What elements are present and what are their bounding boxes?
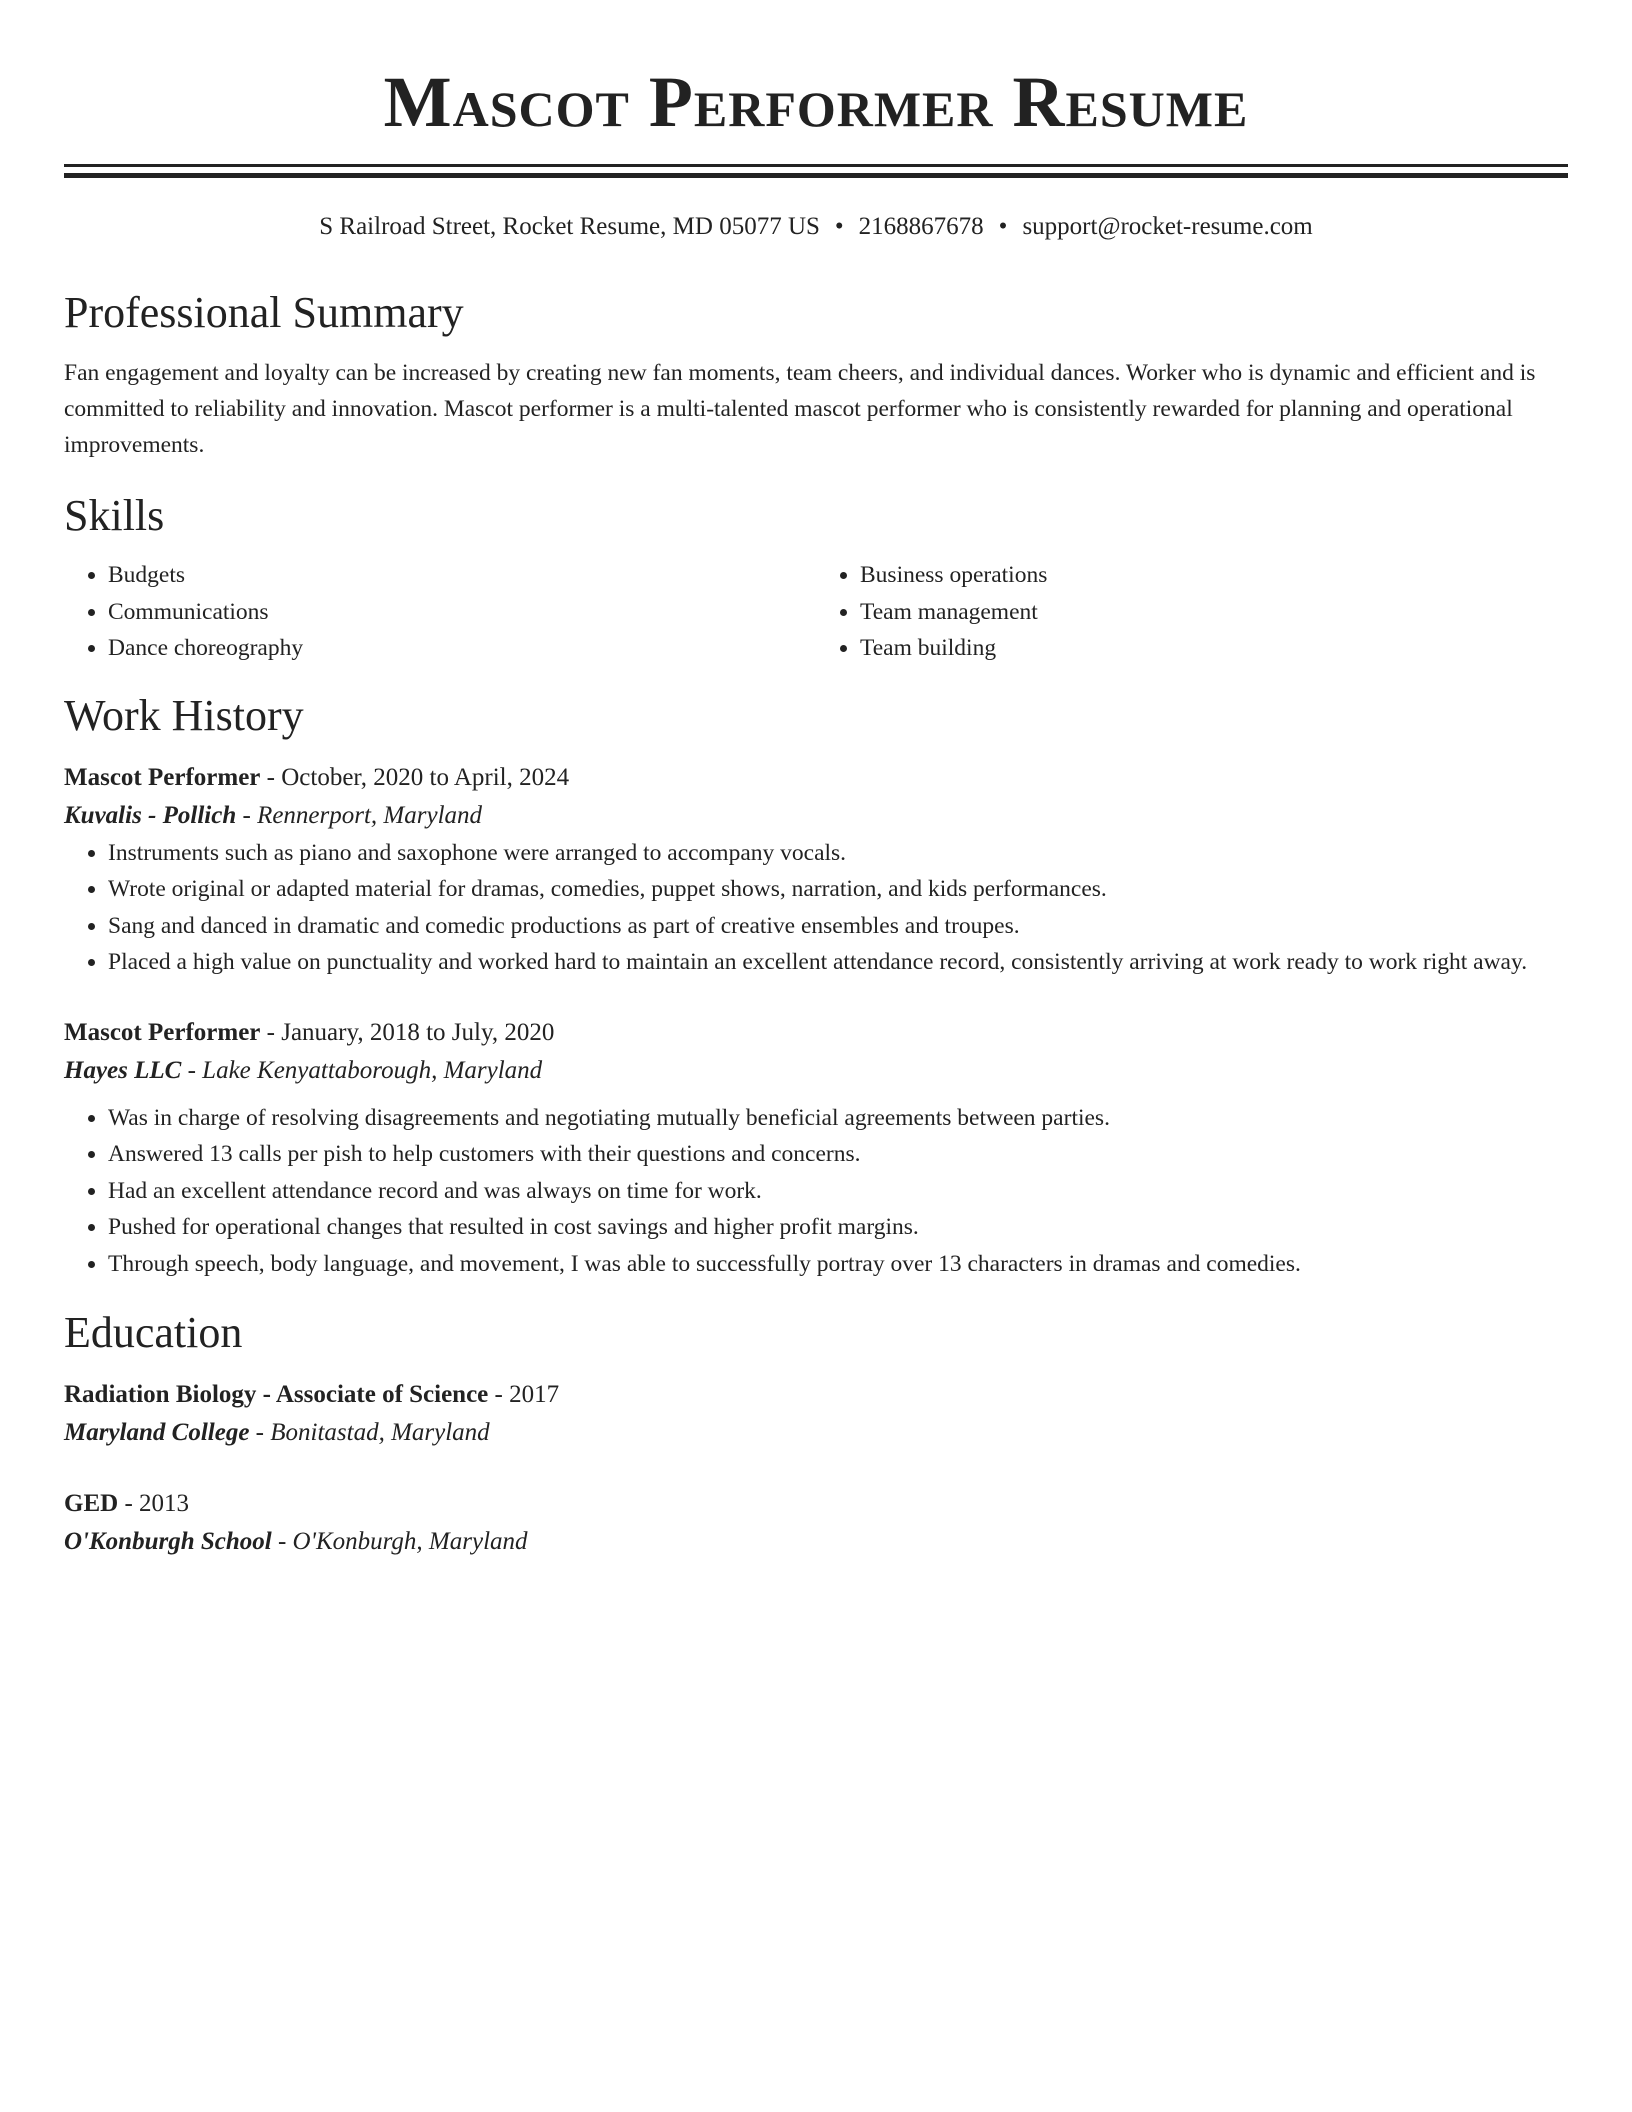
contact-email[interactable]: support@rocket-resume.com: [1022, 213, 1313, 240]
job-bullet: • Answered 13 calls per pish to help customers with their questions and concerns.: [108, 1136, 1568, 1173]
contact-phone: 2168867678: [858, 213, 984, 240]
job-dates: January, 2018 to July, 2020: [281, 1018, 555, 1046]
title-divider-bottom: [64, 173, 1568, 178]
job-entry: [64, 1014, 1568, 1283]
education-entry: [64, 1485, 1568, 1561]
education-school: Maryland College: [64, 1419, 250, 1446]
work-history-heading: Work History: [64, 690, 304, 740]
job-bullet: • Had an excellent attendance record and was always on time for work.: [108, 1173, 1568, 1210]
job-bullet: • Placed a high value on punctuality and worked hard to maintain an excellent attendance record, consistently arriving at work ready to work right away.: [108, 944, 1568, 981]
skill-item: • Dance choreography: [108, 630, 816, 667]
job-bullet-list: [64, 1100, 1568, 1283]
education-header: Radiation Biology - Associate of Science - 2017: [64, 1381, 560, 1408]
job-employer: Kuvalis - Pollich - Rennerport, Maryland: [64, 801, 483, 829]
education-school: O'Konburgh School: [64, 1528, 272, 1555]
skill-item: • Team building: [860, 630, 1568, 667]
job-location: Rennerport, Maryland: [257, 801, 483, 829]
skill-item: • Communications: [108, 594, 816, 631]
skills-columns: [64, 557, 1568, 667]
education-year: 2017: [509, 1381, 560, 1408]
education-year: 2013: [139, 1490, 190, 1517]
title-divider-top: [64, 164, 1568, 167]
job-header: Mascot Performer - October, 2020 to April, 2024: [64, 763, 570, 791]
education-institution: Maryland College - Bonitastad, Maryland: [64, 1419, 490, 1446]
education-location: Bonitastad, Maryland: [270, 1419, 490, 1446]
contact-address: S Railroad Street, Rocket Resume, MD 05077 US: [319, 213, 820, 240]
job-bullet: • Through speech, body language, and movement, I was able to successfully portray over 13 characters in dramas and comedies.: [108, 1246, 1568, 1283]
job-header: Mascot Performer - January, 2018 to July, 2020: [64, 1018, 555, 1046]
contact-separator: •: [998, 213, 1008, 240]
skills-section: [64, 491, 1568, 667]
education-degree: GED: [64, 1490, 119, 1517]
skills-heading: Skills: [64, 491, 165, 540]
job-bullet: • Was in charge of resolving disagreements and negotiating mutually beneficial agreements between parties.: [108, 1100, 1568, 1137]
resume-title: Mascot Performer Resume: [383, 62, 1249, 142]
skill-item: • Team management: [860, 594, 1568, 631]
job-title: Mascot Performer: [64, 1018, 261, 1046]
education-institution: O'Konburgh School - O'Konburgh, Maryland: [64, 1528, 528, 1555]
job-bullet: • Instruments such as piano and saxophone were arranged to accompany vocals.: [108, 835, 1568, 872]
contact-line: [64, 212, 1568, 242]
job-company: Hayes LLC: [64, 1056, 182, 1084]
job-employer: Hayes LLC - Lake Kenyattaborough, Maryland: [64, 1056, 543, 1084]
education-section: [64, 1308, 1568, 1561]
education-header: GED - 2013: [64, 1490, 190, 1517]
contact-separator: •: [834, 213, 844, 240]
education-entry: [64, 1376, 1568, 1452]
job-title: Mascot Performer: [64, 763, 261, 791]
skill-item: • Business operations: [860, 557, 1568, 594]
job-entry: [64, 759, 1568, 981]
summary-heading: Professional Summary: [64, 288, 464, 337]
education-heading: Education: [64, 1308, 243, 1357]
job-bullet-list: [64, 835, 1568, 981]
education-location: O'Konburgh, Maryland: [292, 1528, 528, 1555]
job-bullet: • Pushed for operational changes that resulted in cost savings and higher profit margins.: [108, 1209, 1568, 1246]
skills-list-right: [816, 557, 1568, 667]
skill-item: • Budgets: [108, 557, 816, 594]
job-bullet: • Sang and danced in dramatic and comedic productions as part of creative ensembles and troupes.: [108, 908, 1568, 945]
job-location: Lake Kenyattaborough, Maryland: [202, 1056, 543, 1084]
work-history-section: [64, 691, 1568, 1283]
skills-list-left: [64, 557, 816, 667]
summary-section: [64, 288, 1568, 463]
job-company: Kuvalis - Pollich: [64, 801, 237, 829]
education-degree: Radiation Biology - Associate of Science: [64, 1381, 489, 1408]
job-dates: October, 2020 to April, 2024: [281, 763, 570, 791]
summary-text: Fan engagement and loyalty can be increased by creating new fan moments, team cheers, and individual dances. Worker who is dynamic and efficient and is committed to reliability and innovation. Mascot performer is a multi-talented mascot performer who is consistently rewarded for planning and operational improvements.: [64, 360, 1536, 458]
job-bullet: • Wrote original or adapted material for dramas, comedies, puppet shows, narration, and kids performances.: [108, 871, 1568, 908]
